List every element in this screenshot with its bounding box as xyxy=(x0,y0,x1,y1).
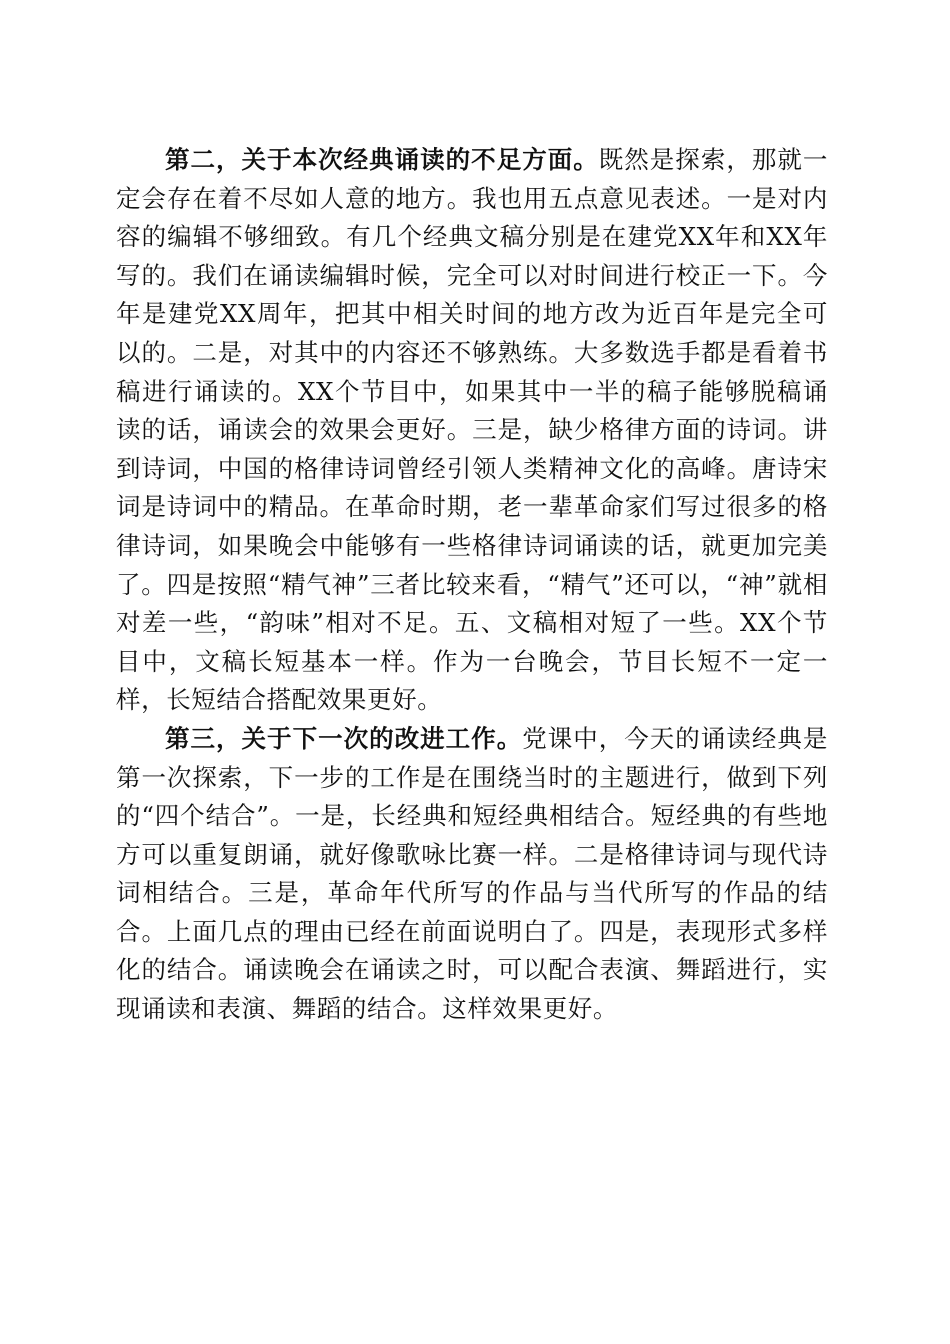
paragraph-improvements xyxy=(116,720,828,1029)
paragraph-heading: 第三，关于下一次的改进工作。 xyxy=(165,723,523,753)
paragraph-shortcomings xyxy=(116,141,828,720)
paragraph-heading: 第二，关于本次经典诵读的不足方面。 xyxy=(165,145,599,174)
document-body xyxy=(116,141,828,1029)
paragraph-text: 党课中，今天的诵读经典是第一次探索，下一步的工作是在围绕当时的主题进行，做到下列的“四个结合”。一是，长经典和短经典相结合。短经典的有些地方可以重复朗诵，就好像歌咏比赛一样。二是格律诗词与现代诗词相结合。三是，革命年代所写的作品与当代所写的作品的结合。上面几点的理由已经在前面说明白了。四是，表现形式多样化的结合。诵读晚会在诵读之时，可以配合表演、舞蹈进行，实现诵读和表演、舞蹈的结合。这样效果更好。 xyxy=(116,723,828,1024)
paragraph-text: 既然是探索，那就一定会存在着不尽如人意的地方。我也用五点意见表述。一是对内容的编辑不够细致。有几个经典文稿分别是在建党XX年和XX年写的。我们在诵读编辑时候，完全可以对时间进行校正一下。今年是建党XX周年，把其中相关时间的地方改为近百年是完全可以的。二是，对其中的内容还不够熟练。大多数选手都是看着书稿进行诵读的。XX个节目中，如果其中一半的稿子能够脱稿诵读的话，诵读会的效果会更好。三是，缺少格律方面的诗词。讲到诗词，中国的格律诗词曾经引领人类精神文化的高峰。唐诗宋词是诗词中的精品。在革命时期，老一辈革命家们写过很多的格律诗词，如果晚会中能够有一些格律诗词诵读的话，就更加完美了。四是按照“精气神”三者比较来看，“精气”还可以，“神”就相对差一些，“韵味”相对不足。五、文稿相对短了一些。XX个节目中，文稿长短基本一样。作为一台晚会，节目长短不一定一样，长短结合搭配效果更好。 xyxy=(116,145,828,715)
